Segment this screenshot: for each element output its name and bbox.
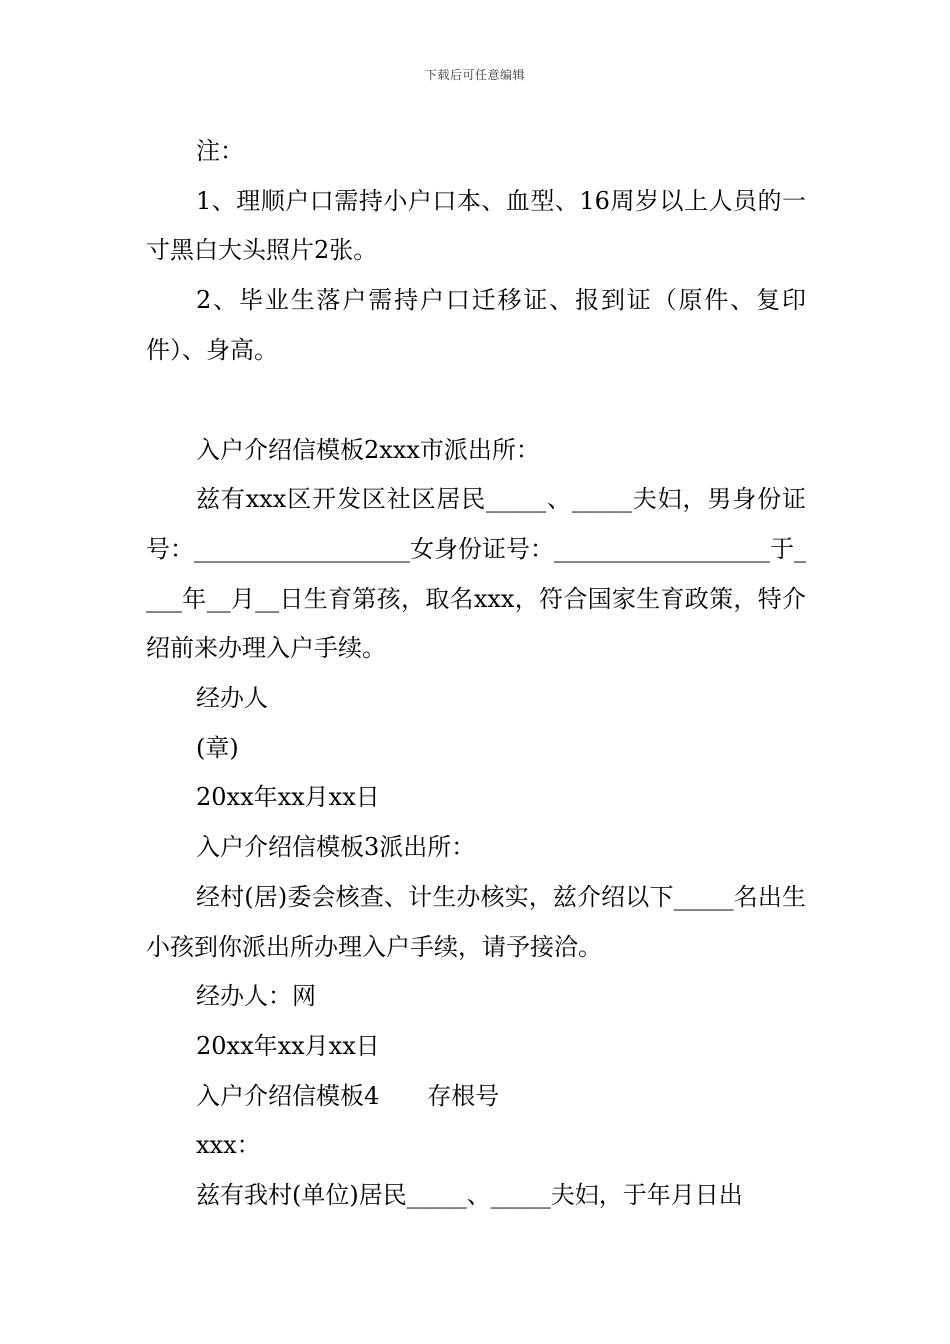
template-3-body: 经村(居)委会核查、计生办核实，兹介绍以下_____名出生小孩到你派出所办理入户手续，请予接洽。 bbox=[146, 882, 806, 961]
note-item-2: 2、毕业生落户需持户口迁移证、报到证（原件、复印件）、身高。 bbox=[146, 286, 806, 364]
note-item-1: 1、理顺户口需持小户口本、血型、16周岁以上人员的一寸黑白大头照片2张。 bbox=[146, 186, 806, 265]
template-3-heading: 入户介绍信模板3派出所： bbox=[196, 833, 476, 862]
template-3-date: 20xx年xx月xx日 bbox=[196, 1031, 380, 1060]
template-2-heading: 入户介绍信模板2xxx市派出所： bbox=[196, 435, 540, 464]
template-2-date: 20xx年xx月xx日 bbox=[196, 783, 380, 812]
template-4-addressee: xxx： bbox=[196, 1131, 261, 1160]
template-2-handler: 经办人 bbox=[196, 684, 268, 713]
template-2-seal: (章) bbox=[196, 733, 239, 762]
template-4-body: 兹有我村(单位)居民_____、_____夫妇，于年月日出 bbox=[196, 1181, 743, 1210]
blank-line bbox=[146, 376, 806, 426]
template-4-heading: 入户介绍信模板4 存根号 bbox=[196, 1081, 500, 1110]
page-header: 下载后可任意编辑 bbox=[424, 68, 525, 82]
document-body bbox=[146, 127, 806, 1221]
template-3-handler: 经办人：网 bbox=[196, 982, 316, 1011]
template-2-body: 兹有xxx区开发区社区居民_____、_____夫妇，男身份证号：__________________女身份证号：__________________于____年__月__日生育第孩，取名xxx，符合国家生育政策，特介绍前来办理入户手续。 bbox=[146, 485, 806, 663]
note-heading: 注： bbox=[196, 137, 244, 165]
